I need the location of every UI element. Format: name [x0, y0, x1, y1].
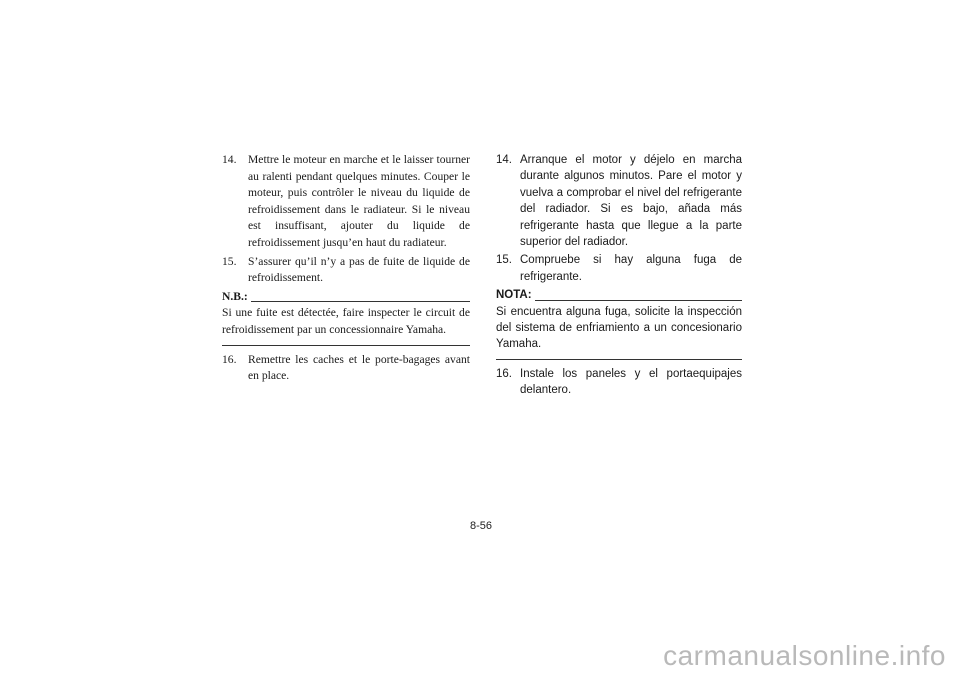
step-text: Mettre le moteur en marche et le laisser tourner au ralenti pendant quelques minutes. Couper le moteur, puis contrôler le niveau du liquide de refroidissement dans le radiateur. Si le niveau est insuffisant, ajouter du liquide de refroidissement jusqu’en haut du radiateur. [248, 153, 470, 249]
watermark[interactable]: carmanualsonline.info [663, 640, 946, 671]
step-text: Remettre les caches et le porte-bagages avant en place. [248, 352, 470, 383]
step-15-es [496, 252, 742, 285]
step-number: 15. [496, 254, 512, 267]
step-number: 15. [222, 254, 237, 268]
note-rule [535, 300, 742, 301]
step-14-es [496, 152, 742, 250]
note-fr [222, 289, 470, 346]
step-number: 16. [222, 352, 237, 366]
step-16-es [496, 366, 742, 399]
note-label: N.B.: [222, 289, 248, 303]
page-number: 8-56 [469, 520, 493, 532]
step-text: S’assurer qu’il n’y a pas de fuite de liquide de refroidissement. [248, 254, 470, 285]
step-number: 14. [222, 153, 237, 166]
note-text: Si encuentra alguna fuga, solicite la inspección del sistema de enfriamiento a un concesionario Yamaha. [496, 304, 742, 360]
note-header [222, 289, 470, 306]
step-16-fr [222, 352, 470, 385]
step-number: 14. [496, 154, 512, 166]
step-text: Compruebe si hay alguna fuga de refrigerante. [520, 254, 742, 283]
note-es [496, 287, 742, 360]
step-14-fr [222, 152, 470, 252]
spanish-column [496, 152, 742, 401]
note-rule [251, 301, 470, 302]
step-text: Arranque el motor y déjelo en marcha durante algunos minutos. Pare el motor y vuelva a comprobar el nivel del refrigerante del radiador. Si es bajo, añada más refrigerante hasta que llegue a la parte superior del radiador. [520, 154, 742, 249]
step-text: Instale los paneles y el portaequipajes delantero. [520, 367, 742, 397]
note-header [496, 287, 742, 303]
note-label: NOTA: [496, 289, 532, 302]
note-text: Si une fuite est détectée, faire inspecter le circuit de refroidissement par un concessionnaire Yamaha. [222, 305, 470, 345]
step-number: 16. [496, 367, 512, 380]
french-column [222, 152, 470, 387]
step-15-fr [222, 254, 470, 287]
